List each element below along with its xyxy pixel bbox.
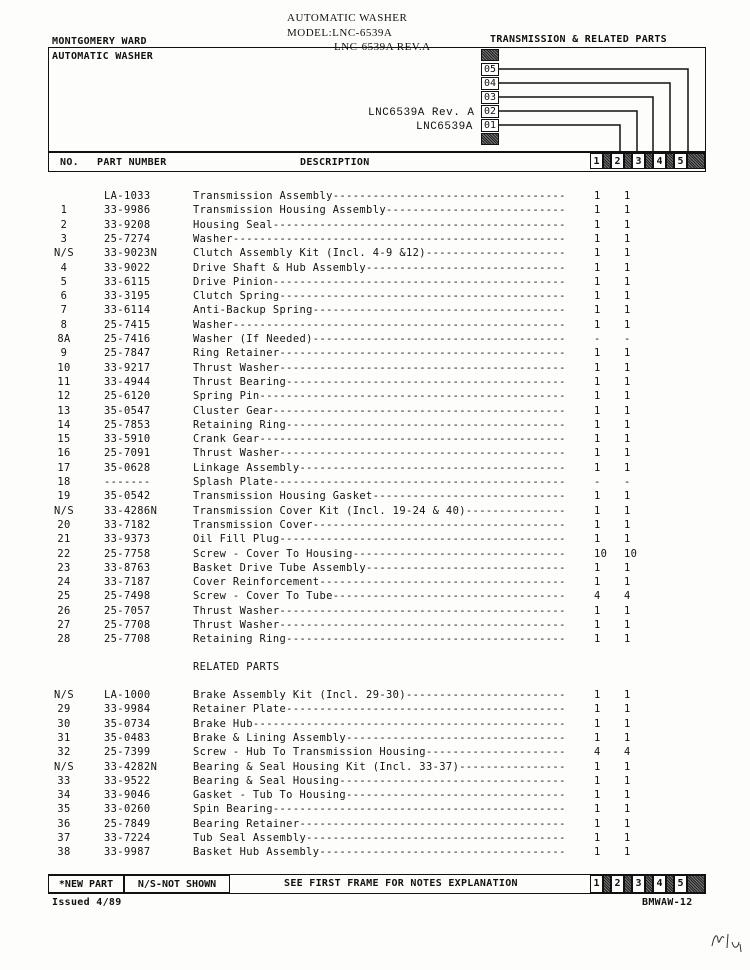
part-number: 25-7758 bbox=[104, 547, 151, 560]
part-description: Thrust Washer------------------------------------------- bbox=[193, 361, 566, 374]
qty-model-2: 1 bbox=[624, 518, 631, 531]
qty-model-1: 1 bbox=[594, 760, 601, 773]
qty-model-2: 1 bbox=[624, 361, 631, 374]
qty-model-2: 1 bbox=[624, 504, 631, 517]
item-number: 31 bbox=[57, 731, 71, 744]
qty-model-2: 1 bbox=[624, 832, 631, 844]
qty-model-1: 1 bbox=[594, 633, 601, 646]
part-number: 35-0547 bbox=[104, 404, 151, 417]
part-number: 25-7708 bbox=[104, 633, 151, 646]
qty-model-2: 10 bbox=[624, 547, 638, 560]
item-number: 11 bbox=[57, 375, 71, 388]
qty-model-2: 1 bbox=[624, 533, 631, 546]
qty-model-1: 1 bbox=[594, 433, 601, 446]
part-number: 33-9217 bbox=[104, 361, 151, 374]
qty-model-1: 1 bbox=[594, 619, 601, 631]
footer-note: SEE FIRST FRAME FOR NOTES EXPLANATION bbox=[284, 878, 518, 889]
qty-model-1: 1 bbox=[594, 247, 601, 260]
part-number: 33-6114 bbox=[104, 304, 151, 317]
footer-model-col-gap bbox=[603, 875, 611, 893]
part-number: 33-7182 bbox=[104, 518, 151, 531]
item-number: 34 bbox=[57, 789, 71, 802]
part-description: Transmission Housing Gasket----------------------------- bbox=[193, 490, 566, 503]
column-connector-lines bbox=[0, 0, 750, 175]
qty-model-2: 1 bbox=[624, 304, 631, 317]
part-number: 35-0734 bbox=[104, 717, 151, 730]
item-number: 3 bbox=[60, 232, 68, 245]
qty-model-1: 4 bbox=[594, 746, 601, 759]
part-number: 25-6120 bbox=[104, 390, 151, 403]
item-number: 22 bbox=[57, 547, 71, 560]
part-description: Clutch Spring------------------------------------------- bbox=[193, 290, 566, 303]
qty-model-1: 1 bbox=[594, 204, 601, 217]
footer-model-col-gap bbox=[624, 875, 632, 893]
item-number: 17 bbox=[57, 461, 71, 474]
part-number: 25-7091 bbox=[104, 447, 151, 460]
item-number: 13 bbox=[57, 404, 71, 417]
part-description: Thrust Washer------------------------------------------- bbox=[193, 447, 566, 460]
part-description: Oil Fill Plug------------------------------------------- bbox=[193, 533, 566, 546]
doc-model: MODEL:LNC-6539A bbox=[287, 27, 393, 39]
qty-model-2: 1 bbox=[624, 433, 631, 446]
model-label-rev: LNC6539A Rev. A bbox=[368, 107, 475, 119]
part-description: Transmission Cover-------------------------------------- bbox=[193, 518, 566, 531]
model-col: 2 bbox=[611, 153, 624, 169]
item-number: 19 bbox=[57, 490, 71, 503]
qty-model-2: 1 bbox=[624, 261, 631, 274]
part-number: 35-0628 bbox=[104, 461, 151, 474]
part-description: Retaining Ring------------------------------------------ bbox=[193, 418, 566, 431]
part-description: Thrust Washer------------------------------------------- bbox=[193, 619, 566, 631]
item-number: 7 bbox=[60, 304, 68, 317]
item-number: N/S bbox=[54, 504, 74, 517]
qty-model-1: 1 bbox=[594, 803, 601, 816]
item-number: 10 bbox=[57, 361, 71, 374]
qty-model-1: 1 bbox=[594, 290, 601, 303]
qty-model-1: 1 bbox=[594, 561, 601, 574]
item-number: 18 bbox=[57, 476, 71, 488]
part-number: 33-9986 bbox=[104, 204, 151, 217]
item-number: 4 bbox=[60, 261, 68, 274]
doc-title: AUTOMATIC WASHER bbox=[287, 12, 408, 24]
qty-model-1: 1 bbox=[594, 404, 601, 417]
part-number: 33-4944 bbox=[104, 375, 151, 388]
item-number: 8 bbox=[60, 318, 68, 331]
qty-model-2: 1 bbox=[624, 576, 631, 589]
qty-model-1: 1 bbox=[594, 576, 601, 589]
qty-model-1: 1 bbox=[594, 731, 601, 744]
version-code: 05 bbox=[481, 63, 499, 76]
qty-model-1: 1 bbox=[594, 703, 601, 716]
part-number: 25-7847 bbox=[104, 347, 151, 360]
part-description: Thrust Washer------------------------------------------- bbox=[193, 604, 566, 617]
qty-model-1: 1 bbox=[594, 347, 601, 360]
footer-new-part: *NEW PART bbox=[48, 875, 124, 893]
part-number: 33-9373 bbox=[104, 533, 151, 546]
qty-model-2: 1 bbox=[624, 803, 631, 816]
model-col: 1 bbox=[590, 153, 603, 169]
page-code: BMWAW-12 bbox=[642, 897, 693, 908]
item-number: 38 bbox=[57, 846, 71, 859]
item-number: 30 bbox=[57, 717, 71, 730]
qty-model-1: 1 bbox=[594, 232, 601, 245]
part-number: 25-7399 bbox=[104, 746, 151, 759]
part-description: Retainer Plate------------------------------------------ bbox=[193, 703, 566, 716]
item-number: 32 bbox=[57, 746, 71, 759]
qty-model-1: 1 bbox=[594, 361, 601, 374]
item-number: 21 bbox=[57, 533, 71, 546]
part-number: 33-5910 bbox=[104, 433, 151, 446]
qty-model-2: 1 bbox=[624, 760, 631, 773]
qty-model-2: 1 bbox=[624, 375, 631, 388]
qty-model-1: 1 bbox=[594, 218, 601, 231]
item-number: 16 bbox=[57, 447, 71, 460]
part-description: Screw - Cover To Tube----------------------------------- bbox=[193, 590, 566, 603]
qty-model-1: 10 bbox=[594, 547, 608, 560]
qty-model-1: 1 bbox=[594, 789, 601, 802]
qty-model-1: 1 bbox=[594, 504, 601, 517]
part-description: Bearing & Seal Housing Kit (Incl. 33-37)---------------- bbox=[193, 760, 566, 773]
qty-model-2: 1 bbox=[624, 347, 631, 360]
qty-model-2: 1 bbox=[624, 817, 631, 830]
item-number: 8A bbox=[57, 333, 71, 345]
part-number: 25-7415 bbox=[104, 318, 151, 331]
item-number: 28 bbox=[57, 633, 71, 646]
item-number: N/S bbox=[54, 760, 74, 773]
qty-model-1: 1 bbox=[594, 832, 601, 844]
part-description: Washer (If Needed)-------------------------------------- bbox=[193, 333, 566, 345]
part-number: 33-9022 bbox=[104, 261, 151, 274]
qty-model-2: 1 bbox=[624, 633, 631, 646]
qty-model-1: 1 bbox=[594, 461, 601, 474]
part-description: Housing Seal-------------------------------------------- bbox=[193, 218, 566, 231]
part-number: 33-0260 bbox=[104, 803, 151, 816]
item-number: 9 bbox=[60, 347, 68, 360]
qty-model-1: 1 bbox=[594, 304, 601, 317]
section-label: TRANSMISSION & RELATED PARTS bbox=[490, 34, 667, 45]
qty-model-2: 1 bbox=[624, 190, 631, 202]
model-col-gap bbox=[687, 153, 705, 169]
part-description: Bearing Retainer---------------------------------------- bbox=[193, 817, 566, 830]
qty-model-2: 1 bbox=[624, 290, 631, 303]
item-number: 27 bbox=[57, 619, 71, 631]
item-number: 14 bbox=[57, 418, 71, 431]
qty-model-2: 1 bbox=[624, 789, 631, 802]
item-number: 5 bbox=[60, 275, 68, 288]
qty-model-2: 4 bbox=[624, 590, 631, 603]
footer-model-col-gap bbox=[645, 875, 653, 893]
doc-model-rev: LNC-6539A REV.A bbox=[334, 41, 431, 53]
model-col-gap bbox=[603, 153, 611, 169]
qty-model-2: - bbox=[624, 476, 631, 488]
qty-model-2: 1 bbox=[624, 247, 631, 260]
part-number: 33-4282N bbox=[104, 760, 158, 773]
item-number: 20 bbox=[57, 518, 71, 531]
qty-model-2: 4 bbox=[624, 746, 631, 759]
part-number: 33-9522 bbox=[104, 774, 151, 787]
item-number: 12 bbox=[57, 390, 71, 403]
qty-model-2: 1 bbox=[624, 561, 631, 574]
model-col: 3 bbox=[632, 153, 645, 169]
qty-model-1: 1 bbox=[594, 418, 601, 431]
version-code: 03 bbox=[481, 91, 499, 104]
part-description: Drive Shaft & Hub Assembly------------------------------ bbox=[193, 261, 566, 274]
qty-model-2: 1 bbox=[624, 703, 631, 716]
model-col-gap bbox=[624, 153, 632, 169]
part-number: 25-7708 bbox=[104, 619, 151, 631]
product-label: AUTOMATIC WASHER bbox=[52, 51, 154, 62]
item-number: 23 bbox=[57, 561, 71, 574]
version-code: 02 bbox=[481, 105, 499, 118]
model-label: LNC6539A bbox=[416, 121, 473, 133]
item-number: 26 bbox=[57, 604, 71, 617]
part-number: 25-7057 bbox=[104, 604, 151, 617]
item-number: 33 bbox=[57, 774, 71, 787]
qty-model-2: 1 bbox=[624, 390, 631, 403]
version-code: 04 bbox=[481, 77, 499, 90]
part-number: 33-9984 bbox=[104, 703, 151, 716]
part-description: Spring Pin---------------------------------------------- bbox=[193, 390, 566, 403]
qty-model-2: - bbox=[624, 333, 631, 345]
part-description: Splash Plate-------------------------------------------- bbox=[193, 476, 566, 488]
qty-model-1: - bbox=[594, 333, 601, 345]
qty-model-1: 1 bbox=[594, 447, 601, 460]
part-description: Transmission Housing Assembly--------------------------- bbox=[193, 204, 566, 217]
footer-model-col: 1 bbox=[590, 875, 603, 893]
model-col: 4 bbox=[653, 153, 666, 169]
qty-model-1: 1 bbox=[594, 774, 601, 787]
brand-label: MONTGOMERY WARD bbox=[52, 36, 147, 47]
part-description: Retaining Ring------------------------------------------ bbox=[193, 633, 566, 646]
qty-model-1: 1 bbox=[594, 275, 601, 288]
qty-model-1: 1 bbox=[594, 604, 601, 617]
item-number: 1 bbox=[60, 204, 68, 217]
part-description: Drive Pinion-------------------------------------------- bbox=[193, 275, 566, 288]
part-description: Gasket - Tub To Housing--------------------------------- bbox=[193, 789, 566, 802]
part-description: Tub Seal Assembly--------------------------------------- bbox=[193, 832, 566, 844]
qty-model-1: 1 bbox=[594, 190, 601, 202]
qty-model-2: 1 bbox=[624, 604, 631, 617]
model-col-gap bbox=[666, 153, 674, 169]
part-description: Washer-------------------------------------------------- bbox=[193, 232, 566, 245]
model-col: 5 bbox=[674, 153, 687, 169]
part-description: Screw - Cover To Housing-------------------------------- bbox=[193, 547, 566, 560]
qty-model-2: 1 bbox=[624, 418, 631, 431]
part-number: LA-1033 bbox=[104, 190, 151, 202]
model-col-gap bbox=[645, 153, 653, 169]
footer-model-col-gap bbox=[687, 875, 705, 893]
qty-model-1: 1 bbox=[594, 533, 601, 546]
handwritten-initials bbox=[708, 926, 746, 956]
part-description: Cover Reinforcement------------------------------------- bbox=[193, 576, 566, 589]
part-number: 35-0483 bbox=[104, 731, 151, 744]
part-number: 33-7187 bbox=[104, 576, 151, 589]
item-number: 36 bbox=[57, 817, 71, 830]
part-number: 33-3195 bbox=[104, 290, 151, 303]
related-parts-title: RELATED PARTS bbox=[193, 661, 280, 673]
qty-model-2: 1 bbox=[624, 232, 631, 245]
footer-not-shown: N/S-NOT SHOWN bbox=[124, 875, 230, 893]
footer-model-col: 5 bbox=[674, 875, 687, 893]
qty-model-2: 1 bbox=[624, 318, 631, 331]
qty-model-1: 1 bbox=[594, 490, 601, 503]
part-description: Screw - Hub To Transmission Housing--------------------- bbox=[193, 746, 566, 759]
part-number: 33-9208 bbox=[104, 218, 151, 231]
part-number: 25-7416 bbox=[104, 333, 151, 345]
part-description: Thrust Bearing------------------------------------------ bbox=[193, 375, 566, 388]
qty-model-2: 1 bbox=[624, 461, 631, 474]
item-number: N/S bbox=[54, 247, 74, 260]
qty-model-1: 1 bbox=[594, 846, 601, 859]
part-number: 33-4286N bbox=[104, 504, 158, 517]
item-number: 25 bbox=[57, 590, 71, 603]
part-number: 33-7224 bbox=[104, 832, 151, 844]
col-part-number: PART NUMBER bbox=[97, 157, 167, 168]
item-number: 2 bbox=[60, 218, 68, 231]
footer-model-col: 3 bbox=[632, 875, 645, 893]
part-number: 33-9987 bbox=[104, 846, 151, 859]
part-description: Transmission Assembly----------------------------------- bbox=[193, 190, 566, 202]
part-description: Washer-------------------------------------------------- bbox=[193, 318, 566, 331]
qty-model-2: 1 bbox=[624, 447, 631, 460]
item-number: N/S bbox=[54, 689, 74, 701]
part-description: Spin Bearing-------------------------------------------- bbox=[193, 803, 566, 816]
part-description: Cluster Gear-------------------------------------------- bbox=[193, 404, 566, 417]
part-number: 25-7853 bbox=[104, 418, 151, 431]
part-number: 25-7274 bbox=[104, 232, 151, 245]
part-description: Linkage Assembly---------------------------------------- bbox=[193, 461, 566, 474]
qty-model-2: 1 bbox=[624, 846, 631, 859]
part-number: 35-0542 bbox=[104, 490, 151, 503]
part-description: Bearing & Seal Housing---------------------------------- bbox=[193, 774, 566, 787]
qty-model-2: 1 bbox=[624, 218, 631, 231]
part-number: 33-6115 bbox=[104, 275, 151, 288]
part-number: 25-7498 bbox=[104, 590, 151, 603]
part-number: 25-7849 bbox=[104, 817, 151, 830]
item-number: 24 bbox=[57, 576, 71, 589]
qty-model-1: 1 bbox=[594, 375, 601, 388]
qty-model-2: 1 bbox=[624, 619, 631, 631]
footer-model-col: 2 bbox=[611, 875, 624, 893]
qty-model-1: 1 bbox=[594, 689, 601, 701]
part-description: Basket Drive Tube Assembly------------------------------ bbox=[193, 561, 566, 574]
qty-model-1: 1 bbox=[594, 318, 601, 331]
part-description: Anti-Backup Spring-------------------------------------- bbox=[193, 304, 566, 317]
qty-model-2: 1 bbox=[624, 717, 631, 730]
part-description: Transmission Cover Kit (Incl. 19-24 & 40)--------------- bbox=[193, 504, 566, 517]
item-number: 37 bbox=[57, 832, 71, 844]
qty-model-2: 1 bbox=[624, 689, 631, 701]
qty-model-1: 1 bbox=[594, 518, 601, 531]
item-number: 6 bbox=[60, 290, 68, 303]
qty-model-1: 1 bbox=[594, 717, 601, 730]
qty-model-2: 1 bbox=[624, 404, 631, 417]
part-description: Brake & Lining Assembly--------------------------------- bbox=[193, 731, 566, 744]
item-number: 15 bbox=[57, 433, 71, 446]
part-description: Clutch Assembly Kit (Incl. 4-9 &12)--------------------- bbox=[193, 247, 566, 260]
qty-model-1: - bbox=[594, 476, 601, 488]
qty-model-2: 1 bbox=[624, 490, 631, 503]
footer-model-col: 4 bbox=[653, 875, 666, 893]
part-number: 33-9023N bbox=[104, 247, 158, 260]
col-description: DESCRIPTION bbox=[300, 157, 370, 168]
qty-model-2: 1 bbox=[624, 275, 631, 288]
part-description: Ring Retainer------------------------------------------- bbox=[193, 347, 566, 360]
issued-date: Issued 4/89 bbox=[52, 897, 122, 908]
item-number: 35 bbox=[57, 803, 71, 816]
qty-model-2: 1 bbox=[624, 204, 631, 217]
part-description: Brake Assembly Kit (Incl. 29-30)------------------------ bbox=[193, 689, 566, 701]
qty-model-1: 1 bbox=[594, 261, 601, 274]
qty-model-1: 1 bbox=[594, 390, 601, 403]
qty-model-1: 4 bbox=[594, 590, 601, 603]
part-description: Brake Hub----------------------------------------------- bbox=[193, 717, 566, 730]
part-number: ------- bbox=[104, 476, 151, 488]
part-description: Crank Gear---------------------------------------------- bbox=[193, 433, 566, 446]
part-number: 33-9046 bbox=[104, 789, 151, 802]
part-number: LA-1000 bbox=[104, 689, 151, 701]
version-code: 01 bbox=[481, 119, 499, 132]
item-number: 29 bbox=[57, 703, 71, 716]
part-number: 33-8763 bbox=[104, 561, 151, 574]
qty-model-2: 1 bbox=[624, 731, 631, 744]
qty-model-2: 1 bbox=[624, 774, 631, 787]
col-no: NO. bbox=[60, 157, 79, 168]
qty-model-1: 1 bbox=[594, 817, 601, 830]
footer-model-col-gap bbox=[666, 875, 674, 893]
part-description: Basket Hub Assembly------------------------------------- bbox=[193, 846, 566, 859]
